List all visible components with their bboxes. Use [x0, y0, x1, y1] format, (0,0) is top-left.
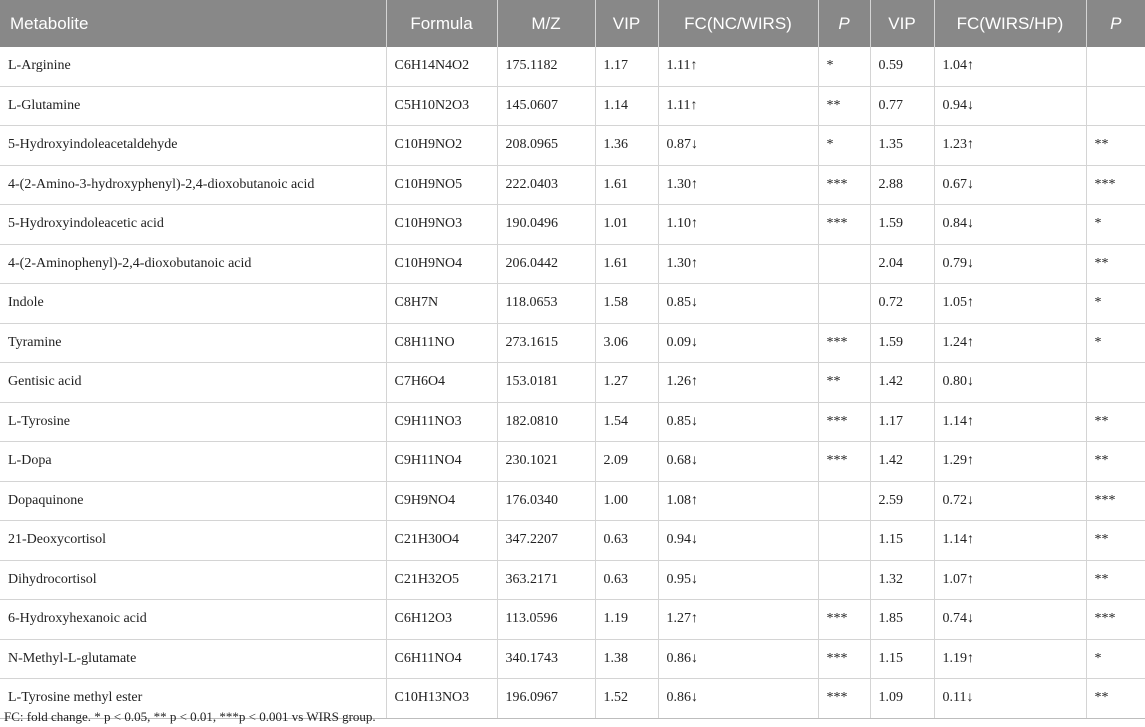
fc-wirs-hp-cell: 0.72↓ [934, 481, 1086, 521]
mz-cell: 175.1182 [497, 47, 595, 86]
table-row [0, 639, 1145, 679]
p-nc-wirs-cell [818, 284, 870, 324]
col-header-formula: Formula [386, 0, 497, 47]
fc-nc-wirs-cell: 1.11↑ [658, 86, 818, 126]
vip-wirs-hp-cell: 1.15 [870, 639, 934, 679]
p-nc-wirs-cell: *** [818, 402, 870, 442]
col-header-mz: M/Z [497, 0, 595, 47]
mz-cell: 363.2171 [497, 560, 595, 600]
fc-nc-wirs-cell: 0.85↓ [658, 402, 818, 442]
mz-cell: 347.2207 [497, 521, 595, 561]
fc-wirs-hp-cell: 1.29↑ [934, 442, 1086, 482]
vip-nc-wirs-cell: 1.01 [595, 205, 658, 245]
vip-nc-wirs-cell: 1.00 [595, 481, 658, 521]
fc-wirs-hp-cell: 1.04↑ [934, 47, 1086, 86]
metabolite-cell: Dihydrocortisol [0, 560, 386, 600]
fc-nc-wirs-cell: 1.10↑ [658, 205, 818, 245]
p-nc-wirs-cell: *** [818, 679, 870, 719]
vip-nc-wirs-cell: 2.09 [595, 442, 658, 482]
col-header-p-1: P [818, 0, 870, 47]
mz-cell: 196.0967 [497, 679, 595, 719]
col-header-vip-1: VIP [595, 0, 658, 47]
p-wirs-hp-cell: *** [1086, 165, 1145, 205]
p-wirs-hp-cell: ** [1086, 126, 1145, 166]
mz-cell: 176.0340 [497, 481, 595, 521]
fc-nc-wirs-cell: 0.86↓ [658, 639, 818, 679]
p-wirs-hp-cell [1086, 86, 1145, 126]
fc-nc-wirs-cell: 1.30↑ [658, 165, 818, 205]
fc-wirs-hp-cell: 0.84↓ [934, 205, 1086, 245]
metabolite-cell: Tyramine [0, 323, 386, 363]
vip-wirs-hp-cell: 1.42 [870, 363, 934, 403]
p-nc-wirs-cell [818, 521, 870, 561]
table-row [0, 165, 1145, 205]
fc-nc-wirs-cell: 0.68↓ [658, 442, 818, 482]
vip-wirs-hp-cell: 1.59 [870, 205, 934, 245]
metabolite-cell: L-Arginine [0, 47, 386, 86]
formula-cell: C8H7N [386, 284, 497, 324]
vip-wirs-hp-cell: 1.17 [870, 402, 934, 442]
vip-nc-wirs-cell: 1.36 [595, 126, 658, 166]
metabolite-cell: 21-Deoxycortisol [0, 521, 386, 561]
vip-nc-wirs-cell: 3.06 [595, 323, 658, 363]
p-nc-wirs-cell: *** [818, 205, 870, 245]
fc-nc-wirs-cell: 1.08↑ [658, 481, 818, 521]
p-wirs-hp-cell [1086, 47, 1145, 86]
table-row [0, 323, 1145, 363]
vip-nc-wirs-cell: 1.14 [595, 86, 658, 126]
vip-nc-wirs-cell: 1.27 [595, 363, 658, 403]
mz-cell: 208.0965 [497, 126, 595, 166]
metabolite-cell: L-Dopa [0, 442, 386, 482]
table-row [0, 560, 1145, 600]
metabolite-cell: L-Tyrosine methyl ester [0, 679, 386, 719]
table-row [0, 481, 1145, 521]
table-row [0, 244, 1145, 284]
fc-wirs-hp-cell: 1.24↑ [934, 323, 1086, 363]
fc-wirs-hp-cell: 0.11↓ [934, 679, 1086, 719]
col-header-fc-nc-wirs: FC(NC/WIRS) [658, 0, 818, 47]
metabolite-cell: Indole [0, 284, 386, 324]
table-row [0, 521, 1145, 561]
p-nc-wirs-cell: ** [818, 363, 870, 403]
vip-wirs-hp-cell: 1.85 [870, 600, 934, 640]
mz-cell: 206.0442 [497, 244, 595, 284]
fc-wirs-hp-cell: 1.07↑ [934, 560, 1086, 600]
fc-nc-wirs-cell: 1.30↑ [658, 244, 818, 284]
p-nc-wirs-cell [818, 560, 870, 600]
fc-wirs-hp-cell: 0.74↓ [934, 600, 1086, 640]
p-wirs-hp-cell: ** [1086, 402, 1145, 442]
fc-wirs-hp-cell: 0.94↓ [934, 86, 1086, 126]
vip-wirs-hp-cell: 1.42 [870, 442, 934, 482]
header-row [0, 0, 1145, 47]
vip-wirs-hp-cell: 2.04 [870, 244, 934, 284]
table-footnote: FC: fold change. * p < 0.05, ** p < 0.01, ***p < 0.001 vs WIRS group. [4, 709, 376, 724]
p-wirs-hp-cell: *** [1086, 481, 1145, 521]
vip-wirs-hp-cell: 1.15 [870, 521, 934, 561]
mz-cell: 230.1021 [497, 442, 595, 482]
p-nc-wirs-cell: * [818, 126, 870, 166]
metabolite-cell: Dopaquinone [0, 481, 386, 521]
metabolite-cell: L-Glutamine [0, 86, 386, 126]
formula-cell: C5H10N2O3 [386, 86, 497, 126]
formula-cell: C8H11NO [386, 323, 497, 363]
table-row [0, 363, 1145, 403]
fc-nc-wirs-cell: 0.09↓ [658, 323, 818, 363]
vip-nc-wirs-cell: 1.17 [595, 47, 658, 86]
vip-nc-wirs-cell: 1.58 [595, 284, 658, 324]
vip-wirs-hp-cell: 0.72 [870, 284, 934, 324]
vip-wirs-hp-cell: 1.35 [870, 126, 934, 166]
vip-nc-wirs-cell: 1.61 [595, 165, 658, 205]
mz-cell: 153.0181 [497, 363, 595, 403]
vip-wirs-hp-cell: 1.09 [870, 679, 934, 719]
p-wirs-hp-cell: * [1086, 639, 1145, 679]
table-row [0, 600, 1145, 640]
vip-nc-wirs-cell: 1.52 [595, 679, 658, 719]
formula-cell: C9H9NO4 [386, 481, 497, 521]
formula-cell: C9H11NO3 [386, 402, 497, 442]
p-wirs-hp-cell: * [1086, 323, 1145, 363]
metabolite-cell: N-Methyl-L-glutamate [0, 639, 386, 679]
p-nc-wirs-cell: *** [818, 639, 870, 679]
p-nc-wirs-cell: *** [818, 600, 870, 640]
col-header-p-2: P [1086, 0, 1145, 47]
fc-wirs-hp-cell: 1.05↑ [934, 284, 1086, 324]
fc-wirs-hp-cell: 0.67↓ [934, 165, 1086, 205]
p-wirs-hp-cell: ** [1086, 679, 1145, 719]
col-header-metabolite: Metabolite [0, 0, 386, 47]
vip-nc-wirs-cell: 1.61 [595, 244, 658, 284]
p-nc-wirs-cell [818, 244, 870, 284]
formula-cell: C10H13NO3 [386, 679, 497, 719]
col-header-fc-wirs-hp: FC(WIRS/HP) [934, 0, 1086, 47]
mz-cell: 182.0810 [497, 402, 595, 442]
vip-wirs-hp-cell: 2.59 [870, 481, 934, 521]
table-row [0, 205, 1145, 245]
vip-nc-wirs-cell: 1.19 [595, 600, 658, 640]
p-nc-wirs-cell: *** [818, 323, 870, 363]
table-row [0, 126, 1145, 166]
mz-cell: 145.0607 [497, 86, 595, 126]
p-nc-wirs-cell: *** [818, 442, 870, 482]
fc-nc-wirs-cell: 0.86↓ [658, 679, 818, 719]
formula-cell: C6H11NO4 [386, 639, 497, 679]
fc-wirs-hp-cell: 1.14↑ [934, 521, 1086, 561]
p-wirs-hp-cell: *** [1086, 600, 1145, 640]
formula-cell: C10H9NO5 [386, 165, 497, 205]
metabolite-cell: 5-Hydroxyindoleacetic acid [0, 205, 386, 245]
p-wirs-hp-cell [1086, 363, 1145, 403]
formula-cell: C6H14N4O2 [386, 47, 497, 86]
mz-cell: 273.1615 [497, 323, 595, 363]
p-nc-wirs-cell [818, 481, 870, 521]
formula-cell: C21H30O4 [386, 521, 497, 561]
fc-wirs-hp-cell: 1.23↑ [934, 126, 1086, 166]
fc-wirs-hp-cell: 1.19↑ [934, 639, 1086, 679]
fc-wirs-hp-cell: 1.14↑ [934, 402, 1086, 442]
col-header-vip-2: VIP [870, 0, 934, 47]
vip-nc-wirs-cell: 1.38 [595, 639, 658, 679]
fc-nc-wirs-cell: 0.95↓ [658, 560, 818, 600]
vip-nc-wirs-cell: 0.63 [595, 560, 658, 600]
p-wirs-hp-cell: * [1086, 284, 1145, 324]
fc-nc-wirs-cell: 0.85↓ [658, 284, 818, 324]
p-nc-wirs-cell: ** [818, 86, 870, 126]
p-wirs-hp-cell: * [1086, 205, 1145, 245]
metabolite-cell: 5-Hydroxyindoleacetaldehyde [0, 126, 386, 166]
metabolite-cell: 4-(2-Aminophenyl)-2,4-dioxobutanoic acid [0, 244, 386, 284]
formula-cell: C10H9NO2 [386, 126, 497, 166]
p-wirs-hp-cell: ** [1086, 560, 1145, 600]
formula-cell: C7H6O4 [386, 363, 497, 403]
mz-cell: 118.0653 [497, 284, 595, 324]
table-row [0, 86, 1145, 126]
fc-nc-wirs-cell: 0.94↓ [658, 521, 818, 561]
formula-cell: C6H12O3 [386, 600, 497, 640]
table-row [0, 442, 1145, 482]
formula-cell: C21H32O5 [386, 560, 497, 600]
vip-wirs-hp-cell: 0.77 [870, 86, 934, 126]
vip-wirs-hp-cell: 0.59 [870, 47, 934, 86]
p-nc-wirs-cell: * [818, 47, 870, 86]
vip-nc-wirs-cell: 1.54 [595, 402, 658, 442]
fc-nc-wirs-cell: 1.27↑ [658, 600, 818, 640]
vip-nc-wirs-cell: 0.63 [595, 521, 658, 561]
formula-cell: C10H9NO3 [386, 205, 497, 245]
metabolite-cell: 4-(2-Amino-3-hydroxyphenyl)-2,4-dioxobutanoic acid [0, 165, 386, 205]
mz-cell: 113.0596 [497, 600, 595, 640]
table-row [0, 402, 1145, 442]
metabolite-cell: L-Tyrosine [0, 402, 386, 442]
p-wirs-hp-cell: ** [1086, 244, 1145, 284]
mz-cell: 340.1743 [497, 639, 595, 679]
vip-wirs-hp-cell: 1.59 [870, 323, 934, 363]
formula-cell: C9H11NO4 [386, 442, 497, 482]
metabolite-cell: 6-Hydroxyhexanoic acid [0, 600, 386, 640]
fc-nc-wirs-cell: 1.26↑ [658, 363, 818, 403]
table-row [0, 47, 1145, 86]
fc-nc-wirs-cell: 1.11↑ [658, 47, 818, 86]
vip-wirs-hp-cell: 1.32 [870, 560, 934, 600]
mz-cell: 190.0496 [497, 205, 595, 245]
mz-cell: 222.0403 [497, 165, 595, 205]
fc-nc-wirs-cell: 0.87↓ [658, 126, 818, 166]
table-row [0, 284, 1145, 324]
formula-cell: C10H9NO4 [386, 244, 497, 284]
p-wirs-hp-cell: ** [1086, 442, 1145, 482]
fc-wirs-hp-cell: 0.79↓ [934, 244, 1086, 284]
p-nc-wirs-cell: *** [818, 165, 870, 205]
metabolite-cell: Gentisic acid [0, 363, 386, 403]
vip-wirs-hp-cell: 2.88 [870, 165, 934, 205]
p-wirs-hp-cell: ** [1086, 521, 1145, 561]
fc-wirs-hp-cell: 0.80↓ [934, 363, 1086, 403]
